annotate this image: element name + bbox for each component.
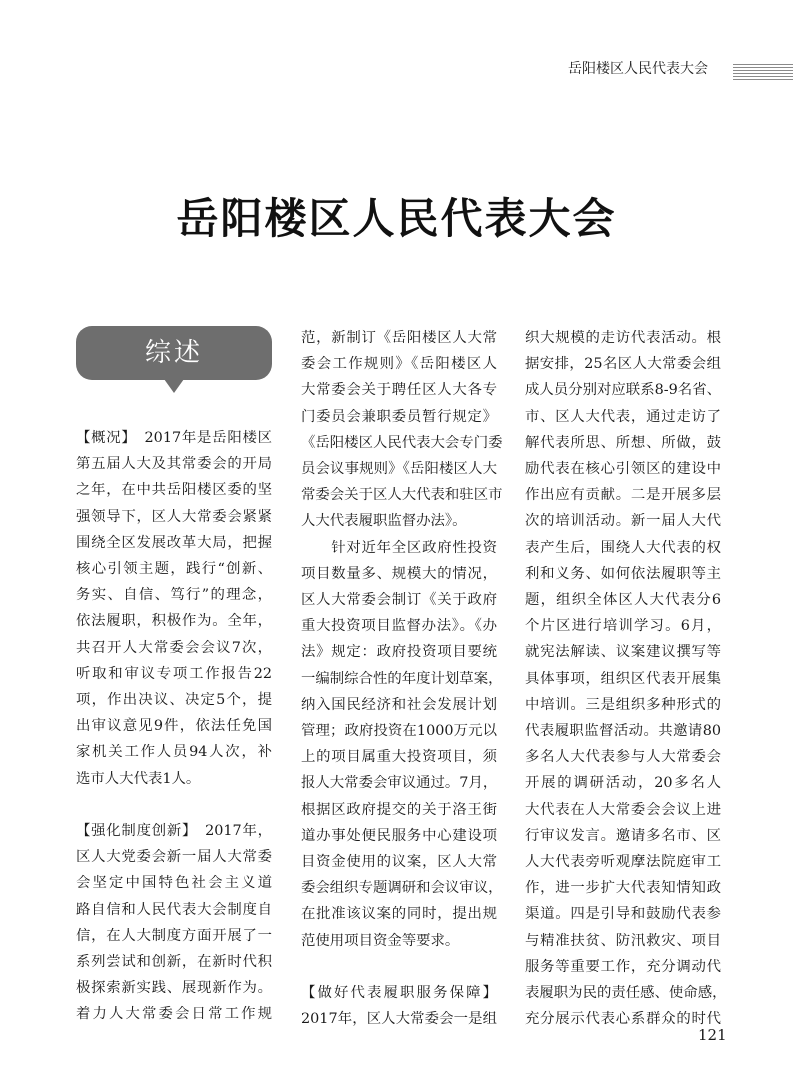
text-line bbox=[301, 980, 497, 1006]
text-line: 重大投资项目监督办法》。《办 bbox=[301, 618, 497, 635]
text-line: 路自信和人民代表大会制度自 bbox=[76, 901, 272, 918]
text-column-3 bbox=[525, 325, 727, 1032]
text-line: 一编制综合性的年度计划草案， bbox=[301, 670, 503, 687]
text-line: 具体事项，组织区代表开展集 bbox=[525, 670, 721, 687]
text-line: 项，作出决议、决定5个，提 bbox=[76, 692, 272, 709]
text-line: 充分展示代表心系群众的时代 bbox=[525, 1011, 721, 1028]
text-line: 道办事处便民服务中心建设项 bbox=[301, 827, 497, 844]
text-line: 范，新制订《岳阳楼区人大常 bbox=[301, 330, 497, 346]
text-line: 委会组织专题调研和会议审议， bbox=[301, 880, 503, 897]
text-line: 信，在人大制度方面开展了一 bbox=[76, 927, 272, 944]
section-badge-label: 综述 bbox=[144, 338, 203, 368]
text-line: 出审议意见9件，依法任免国 bbox=[76, 718, 272, 735]
text-line: 选市人大代表1人。 bbox=[76, 770, 201, 787]
text-line: 次的培训活动。新一届人大代 bbox=[525, 513, 721, 530]
text-line: 项目数量多、规模大的情况， bbox=[301, 565, 497, 582]
text-fragment: 2017年是岳阳楼区 bbox=[129, 430, 272, 446]
text-column-1 bbox=[76, 425, 272, 1028]
text-line: 织大规模的走访代表活动。根 bbox=[525, 330, 721, 346]
paragraph-gap bbox=[76, 792, 272, 818]
text-line: 共召开人大常委会会议7次， bbox=[76, 639, 272, 656]
text-line: 纳入国民经济和社会发展计划 bbox=[301, 696, 497, 713]
text-line: 之年，在中共岳阳楼区委的坚 bbox=[76, 482, 272, 499]
text-line: 励代表在核心引领区的建设中 bbox=[525, 461, 721, 478]
text-line: 家机关工作人员94人次，补 bbox=[76, 744, 272, 761]
text-line: 目资金使用的议案，区人大常 bbox=[301, 854, 497, 871]
text-line: 会坚定中国特色社会主义道 bbox=[76, 875, 272, 892]
section-heading-tag: 【强化制度创新】 bbox=[76, 823, 190, 840]
text-line: 听取和审议专项工作报告22 bbox=[76, 665, 272, 682]
text-line: 代表履职监督活动。共邀请80 bbox=[525, 723, 721, 740]
text-line: 系列尝试和创新，在新时代积 bbox=[76, 954, 272, 971]
text-line: 核心引领主题，践行“创新、 bbox=[76, 561, 272, 578]
text-line: 依法履职，积极作为。全年， bbox=[76, 613, 272, 630]
text-line: 员会议事规则》《岳阳楼区人大 bbox=[301, 461, 497, 478]
text-line: 强领导下，区人大常委会紧紧 bbox=[76, 508, 272, 525]
text-line: 围绕全区发展改革大局，把握 bbox=[76, 534, 272, 551]
text-line: 解代表所思、所想、所做，鼓 bbox=[525, 434, 721, 451]
text-line: 个片区进行培训学习。6月， bbox=[525, 618, 721, 635]
text-line: 委会工作规则》《岳阳楼区人 bbox=[301, 356, 497, 373]
text-line: 人大代表履职监督办法》。 bbox=[301, 513, 467, 530]
text-line: 作，进一步扩大代表知情知政 bbox=[525, 880, 721, 897]
text-line: 表产生后，围绕人大代表的权 bbox=[525, 539, 721, 556]
text-line: 利和义务、如何依法履职等主 bbox=[525, 565, 721, 582]
text-line: 务实、自信、笃行”的理念， bbox=[76, 587, 272, 604]
text-line: 2017年，区人大常委会一是组 bbox=[301, 1011, 497, 1028]
text-line: 表履职为民的责任感、使命感， bbox=[525, 985, 727, 1002]
text-line: 《岳阳楼区人民代表大会专门委 bbox=[301, 434, 503, 451]
section-badge-pointer bbox=[164, 379, 184, 393]
text-line: 行审议发言。邀请多名市、区 bbox=[525, 827, 721, 844]
text-line: 常委会关于区人大代表和驻区市 bbox=[301, 487, 503, 504]
text-line: 区人大党委会新一届人大常委 bbox=[76, 849, 272, 866]
text-line bbox=[76, 818, 272, 844]
text-line: 中培训。三是组织多种形式的 bbox=[525, 696, 721, 713]
text-line: 服务等重要工作，充分调动代 bbox=[525, 958, 721, 975]
text-line: 多名人大代表参与人大常委会 bbox=[525, 749, 721, 766]
text-line: 着力人大常委会日常工作规 bbox=[76, 1006, 272, 1023]
text-line: 根据区政府提交的关于洛王街 bbox=[301, 801, 497, 818]
text-line bbox=[76, 425, 272, 451]
text-line: 成人员分别对应联系8-9名省、 bbox=[525, 382, 721, 399]
section-heading-tag: 【做好代表履职服务保障】 bbox=[301, 985, 497, 1002]
text-line: 与精准扶贫、防汛救灾、项目 bbox=[525, 932, 721, 949]
page-number: 121 bbox=[698, 1026, 727, 1044]
running-header: 岳阳楼区人民代表大会 bbox=[568, 61, 708, 77]
text-line: 人大代表旁听观摩法院庭审工 bbox=[525, 854, 721, 871]
text-line: 作出应有贡献。二是开展多层 bbox=[525, 487, 721, 504]
text-line: 渠道。四是引导和鼓励代表参 bbox=[525, 906, 721, 923]
text-line: 针对近年全区政府性投资 bbox=[301, 539, 497, 556]
text-fragment: 2017年， bbox=[189, 823, 272, 840]
text-line: 门委员会兼职委员暂行规定》 bbox=[301, 408, 497, 425]
text-line: 在批准该议案的同时，提出规 bbox=[301, 906, 497, 923]
text-line: 法》规定：政府投资项目要统 bbox=[301, 644, 497, 661]
text-line: 大代表在人大常委会会议上进 bbox=[525, 801, 721, 818]
text-line: 报人大常委会审议通过。7月， bbox=[301, 775, 498, 792]
page-title: 岳阳楼区人民代表大会 bbox=[176, 194, 617, 243]
text-line: 第五届人大及其常委会的开局 bbox=[76, 456, 272, 473]
section-badge bbox=[76, 326, 272, 380]
text-column-2 bbox=[301, 325, 503, 1032]
text-line: 据安排，25名区人大常委会组 bbox=[525, 356, 721, 373]
header-rule-lines bbox=[733, 64, 793, 80]
text-line: 大常委会关于聘任区人大各专 bbox=[301, 382, 497, 399]
text-line: 就宪法解读、议案建议撰写等 bbox=[525, 644, 721, 661]
paragraph-gap bbox=[301, 954, 497, 980]
text-line: 上的项目属重大投资项目，须 bbox=[301, 749, 497, 766]
text-line: 范使用项目资金等要求。 bbox=[301, 932, 460, 949]
text-line: 题，组织全体区人大代表分6 bbox=[525, 592, 721, 609]
section-heading-tag: 【概况】 bbox=[76, 430, 130, 446]
text-line: 极探索新实践、展现新作为。 bbox=[76, 980, 272, 997]
text-line: 区人大常委会制订《关于政府 bbox=[301, 592, 497, 609]
text-line: 市、区人大代表，通过走访了 bbox=[525, 408, 721, 425]
text-line: 管理；政府投资在1000万元以 bbox=[301, 723, 497, 740]
text-line: 开展的调研活动，20多名人 bbox=[525, 775, 721, 792]
